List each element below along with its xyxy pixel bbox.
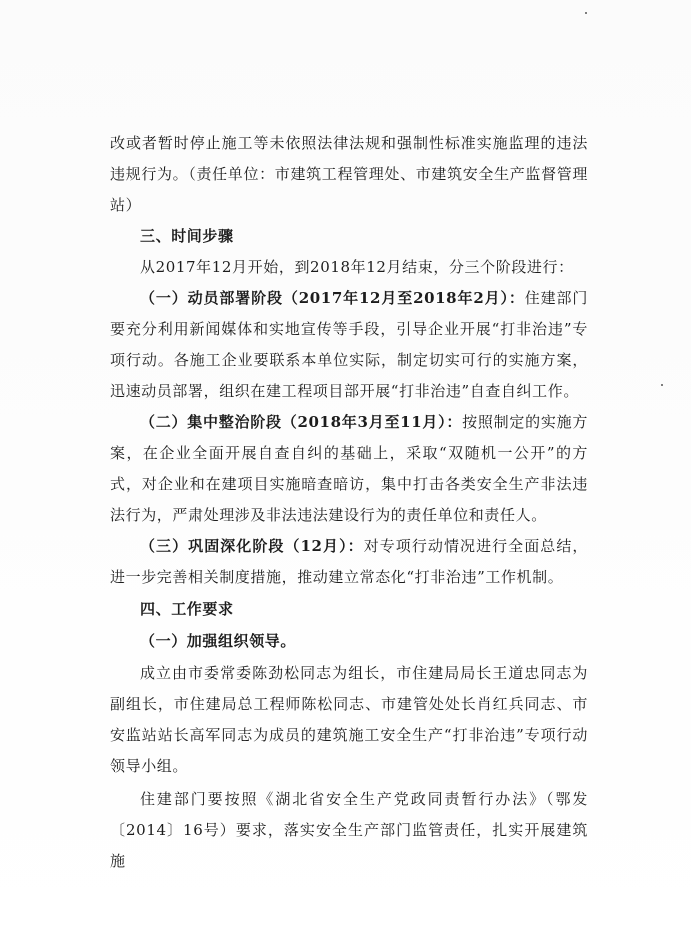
paragraph-text: 从2017年12月开始，到2018年12月结束，分三个阶段进行： xyxy=(140,258,574,276)
paragraph-schedule xyxy=(110,252,588,283)
paragraph-leadership-group xyxy=(110,658,588,782)
heading-text: 三、时间步骤 xyxy=(140,227,234,245)
paragraph-continuation xyxy=(110,128,588,221)
paragraph-text: 住建部门要按照《湖北省安全生产党政同责暂行办法》（鄂发〔2014〕16号）要求，落实安全生产部门监管责任，扎实开展建筑施 xyxy=(110,790,588,870)
heading-text: （一）加强组织领导。 xyxy=(140,632,297,650)
scan-speck xyxy=(585,12,587,14)
paragraph-stage-three xyxy=(110,531,588,593)
scan-speck xyxy=(661,384,663,386)
paragraph-stage-two xyxy=(110,407,588,531)
paragraph-text: 按照制定的实施方案，在企业全面开展自查自纠的基础上，采取“双随机一公开”的方式，对企业和在建项目实施暗查暗访，集中打击各类安全生产非法违法行为，严肃处理涉及非法违法建设行为的责任单位和责任人。 xyxy=(110,413,588,524)
paragraph-text: 改或者暂时停止施工等未依照法律法规和强制性标准实施监理的违法违规行为。（责任单位：市建筑工程管理处、市建筑安全生产监督管理站） xyxy=(110,134,588,214)
subheading-organization xyxy=(110,626,588,657)
section-heading-time-steps xyxy=(110,221,588,252)
paragraph-text: 成立由市委常委陈劲松同志为组长，市住建局局长王道忠同志为副组长，市住建局总工程师陈松同志、市建管处处长肖红兵同志、市安监站站长高军同志为成员的建筑施工安全生产“打非治违”专项行动领导小组。 xyxy=(110,664,588,775)
heading-text: 四、工作要求 xyxy=(140,600,234,618)
paragraph-text: 住建部门要充分利用新闻媒体和实地宣传等手段，引导企业开展“打非治违”专项行动。各施工企业要联系本单位实际，制定切实可行的实施方案，迅速动员部署，组织在建工程项目部开展“打非治违”自查自纠工作。 xyxy=(110,289,589,400)
stage-label: （二）集中整治阶段（2018年3月至11月）： xyxy=(140,413,463,431)
section-heading-work-requirements xyxy=(110,594,588,625)
stage-label: （三）巩固深化阶段（12月）： xyxy=(140,537,364,555)
paragraph-text: 对专项行动情况进行全面总结，进一步完善相关制度措施，推动建立常态化“打非治违”工作机制。 xyxy=(110,537,588,586)
paragraph-stage-one xyxy=(110,283,588,407)
paragraph-responsibility xyxy=(110,784,588,877)
stage-label: （一）动员部署阶段（2017年12月至2018年2月）： xyxy=(140,289,525,307)
